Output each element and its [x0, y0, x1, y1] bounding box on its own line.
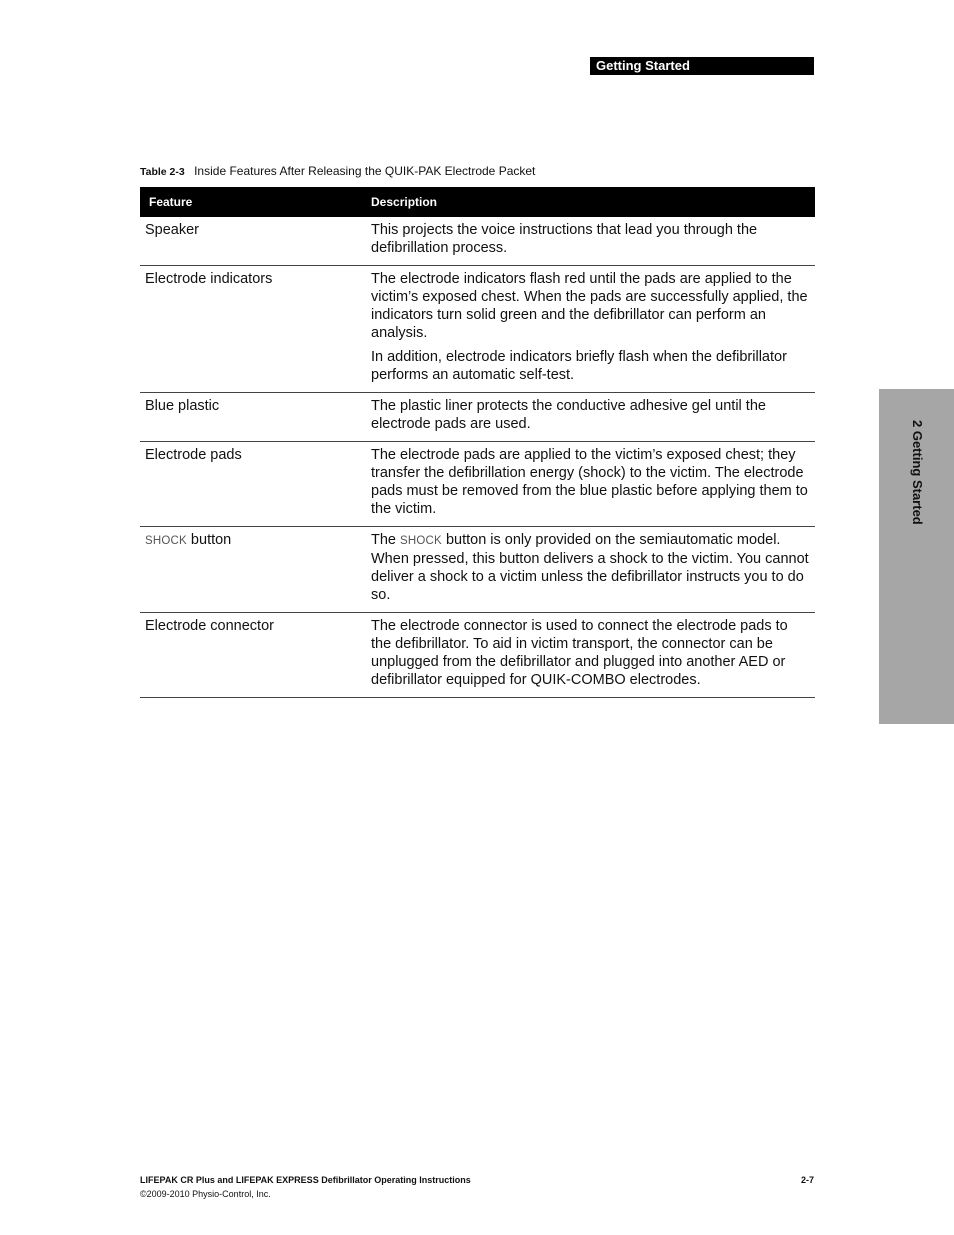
description-paragraph: The electrode connector is used to connect the electrode pads to the defibrillator. To aid in victim transport, the connector can be unplugged from the defibrillator and plugged into another AED or defibrillator equipped for QUIK-COMBO electrodes. [371, 618, 788, 688]
table-row [140, 527, 815, 613]
table-row [140, 266, 815, 393]
description-paragraph: The electrode pads are applied to the victim’s exposed chest; they transfer the defibrillation energy (shock) to the victim. The electrode pads must be removed from the blue plastic before applying them to the victim. [371, 447, 808, 517]
column-header-description: Description [366, 187, 815, 217]
description-cell [366, 527, 815, 613]
feature-cell-text: button [186, 532, 232, 548]
section-header: Getting Started [590, 57, 814, 75]
description-paragraph: In addition, electrode indicators briefly flash when the defibrillator performs an automatic self-test. [371, 349, 787, 383]
table-caption-title: Inside Features After Releasing the QUIK-PAK Electrode Packet [194, 164, 536, 178]
footer-copyright: ©2009-2010 Physio-Control, Inc. [140, 1189, 271, 1199]
description-cell [366, 266, 815, 393]
table-header-row [140, 187, 815, 217]
feature-cell: Electrode indicators [140, 266, 366, 393]
description-paragraph: The plastic liner protects the conductive adhesive gel until the electrode pads are used. [371, 398, 766, 432]
table-row [140, 393, 815, 442]
footer-page-number: 2-7 [800, 1175, 814, 1185]
description-paragraph: This projects the voice instructions that lead you through the defibrillation process. [371, 222, 758, 256]
table-caption [140, 164, 535, 178]
shock-key-label: SHOCK [145, 535, 187, 547]
table-row [140, 442, 815, 527]
description-cell [366, 613, 815, 698]
features-table [140, 187, 815, 698]
description-cell [366, 442, 815, 527]
chapter-side-tab-label: 2 Getting Started [910, 420, 925, 525]
feature-cell [140, 527, 366, 613]
table-row [140, 613, 815, 698]
description-cell [366, 217, 815, 266]
description-paragraph: The electrode indicators flash red until the pads are applied to the victim’s exposed chest. When the pads are successfully applied, the indicators turn solid green and the defibrillator can perform an analysis. [371, 271, 808, 341]
footer-document-title: LIFEPAK CR Plus and LIFEPAK EXPRESS Defibrillator Operating Instructions [140, 1175, 471, 1185]
feature-cell: Electrode connector [140, 613, 366, 698]
shock-key-label: SHOCK [400, 535, 442, 547]
description-cell [366, 393, 815, 442]
feature-cell: Blue plastic [140, 393, 366, 442]
description-text: button is only provided on the semiautomatic model. When pressed, this button delivers a shock to the victim. You cannot deliver a shock to a victim unless the defibrillator instructs you to do so. [371, 532, 809, 603]
column-header-feature: Feature [140, 187, 366, 217]
table-caption-number: Table 2-3 [140, 166, 185, 178]
description-text: The [371, 532, 401, 548]
feature-cell: Electrode pads [140, 442, 366, 527]
description-paragraph [371, 531, 810, 604]
feature-cell: Speaker [140, 217, 366, 266]
table-row [140, 217, 815, 266]
